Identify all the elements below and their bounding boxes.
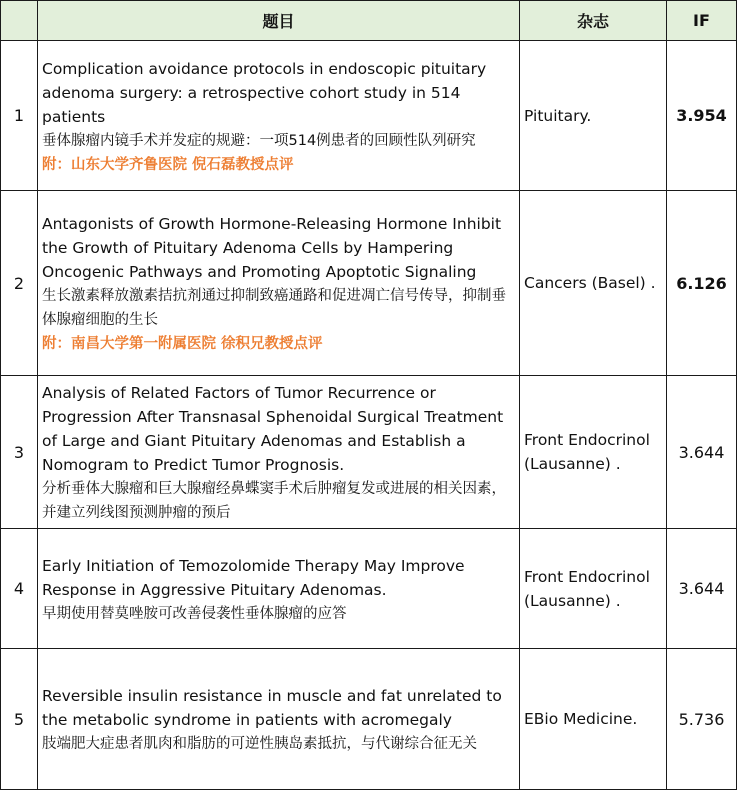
- row-journal: Front Endocrinol (Lausanne) .: [520, 376, 667, 529]
- title-en: Early Initiation of Temozolomide Therapy May Improve Response in Aggressive Pituitary Adenomas.: [42, 556, 465, 599]
- title-en: Analysis of Related Factors of Tumor Recurrence or Progression After Transnasal Sphenoidal Surgical Treatment of Large and Giant Pituitary Adenomas and Establish a Nomogram to Predict Tumor Prognosis.: [42, 384, 504, 474]
- row-title: [38, 649, 520, 790]
- row-if: 3.954: [667, 41, 737, 191]
- row-title: [38, 41, 520, 191]
- row-index: 3: [1, 376, 38, 529]
- title-zh: 生长激素释放激素拮抗剂通过抑制致癌通路和促进凋亡信号传导，抑制垂体腺瘤细胞的生长: [42, 288, 506, 328]
- row-title: [38, 376, 520, 529]
- row-journal: EBio Medicine.: [520, 649, 667, 790]
- comment-note: 附：南昌大学第一附属医院 徐积兄教授点评: [42, 336, 323, 352]
- row-index: 4: [1, 529, 38, 649]
- comment-note: 附：山东大学齐鲁医院 倪石磊教授点评: [42, 156, 294, 173]
- row-if: 6.126: [667, 191, 737, 376]
- title-en: Reversible insulin resistance in muscle and fat unrelated to the metabolic syndrome in patients with acromegaly: [42, 687, 502, 729]
- title-zh: 分析垂体大腺瘤和巨大腺瘤经鼻蝶窦手术后肿瘤复发或进展的相关因素，并建立列线图预测肿瘤的预后: [42, 481, 506, 521]
- title-zh: 早期使用替莫唑胺可改善侵袭性垂体腺瘤的应答: [42, 605, 347, 622]
- row-index: 1: [1, 41, 38, 191]
- row-title: [38, 529, 520, 649]
- row-journal: Pituitary.: [520, 41, 667, 191]
- title-en: Complication avoidance protocols in endoscopic pituitary adenoma surgery: a retrospective cohort study in 514 patients: [42, 59, 487, 126]
- row-index: 5: [1, 649, 38, 790]
- table-row: [1, 41, 737, 191]
- title-en: Antagonists of Growth Hormone-Releasing Hormone Inhibit the Growth of Pituitary Adenoma Cells by Hampering Oncogenic Pathways and Promoting Apoptotic Signaling: [42, 215, 502, 281]
- row-journal: Cancers (Basel) .: [520, 191, 667, 376]
- row-if: 3.644: [667, 376, 737, 529]
- row-if: 5.736: [667, 649, 737, 790]
- header-row: [1, 1, 737, 41]
- header-if: IF: [667, 1, 737, 41]
- row-index: 2: [1, 191, 38, 376]
- table-row: [1, 649, 737, 790]
- row-if: 3.644: [667, 529, 737, 649]
- table-row: [1, 529, 737, 649]
- table-row: [1, 376, 737, 529]
- title-zh: 肢端肥大症患者肌肉和脂肪的可逆性胰岛素抵抗，与代谢综合征无关: [42, 736, 477, 752]
- row-title: [38, 191, 520, 376]
- header-journal: 杂志: [520, 1, 667, 41]
- title-zh: 垂体腺瘤内镜手术并发症的规避：一项514例患者的回顾性队列研究: [42, 132, 476, 149]
- header-title: 题目: [38, 1, 520, 41]
- header-index: [1, 1, 38, 41]
- row-journal: Front Endocrinol (Lausanne) .: [520, 529, 667, 649]
- table-row: [1, 191, 737, 376]
